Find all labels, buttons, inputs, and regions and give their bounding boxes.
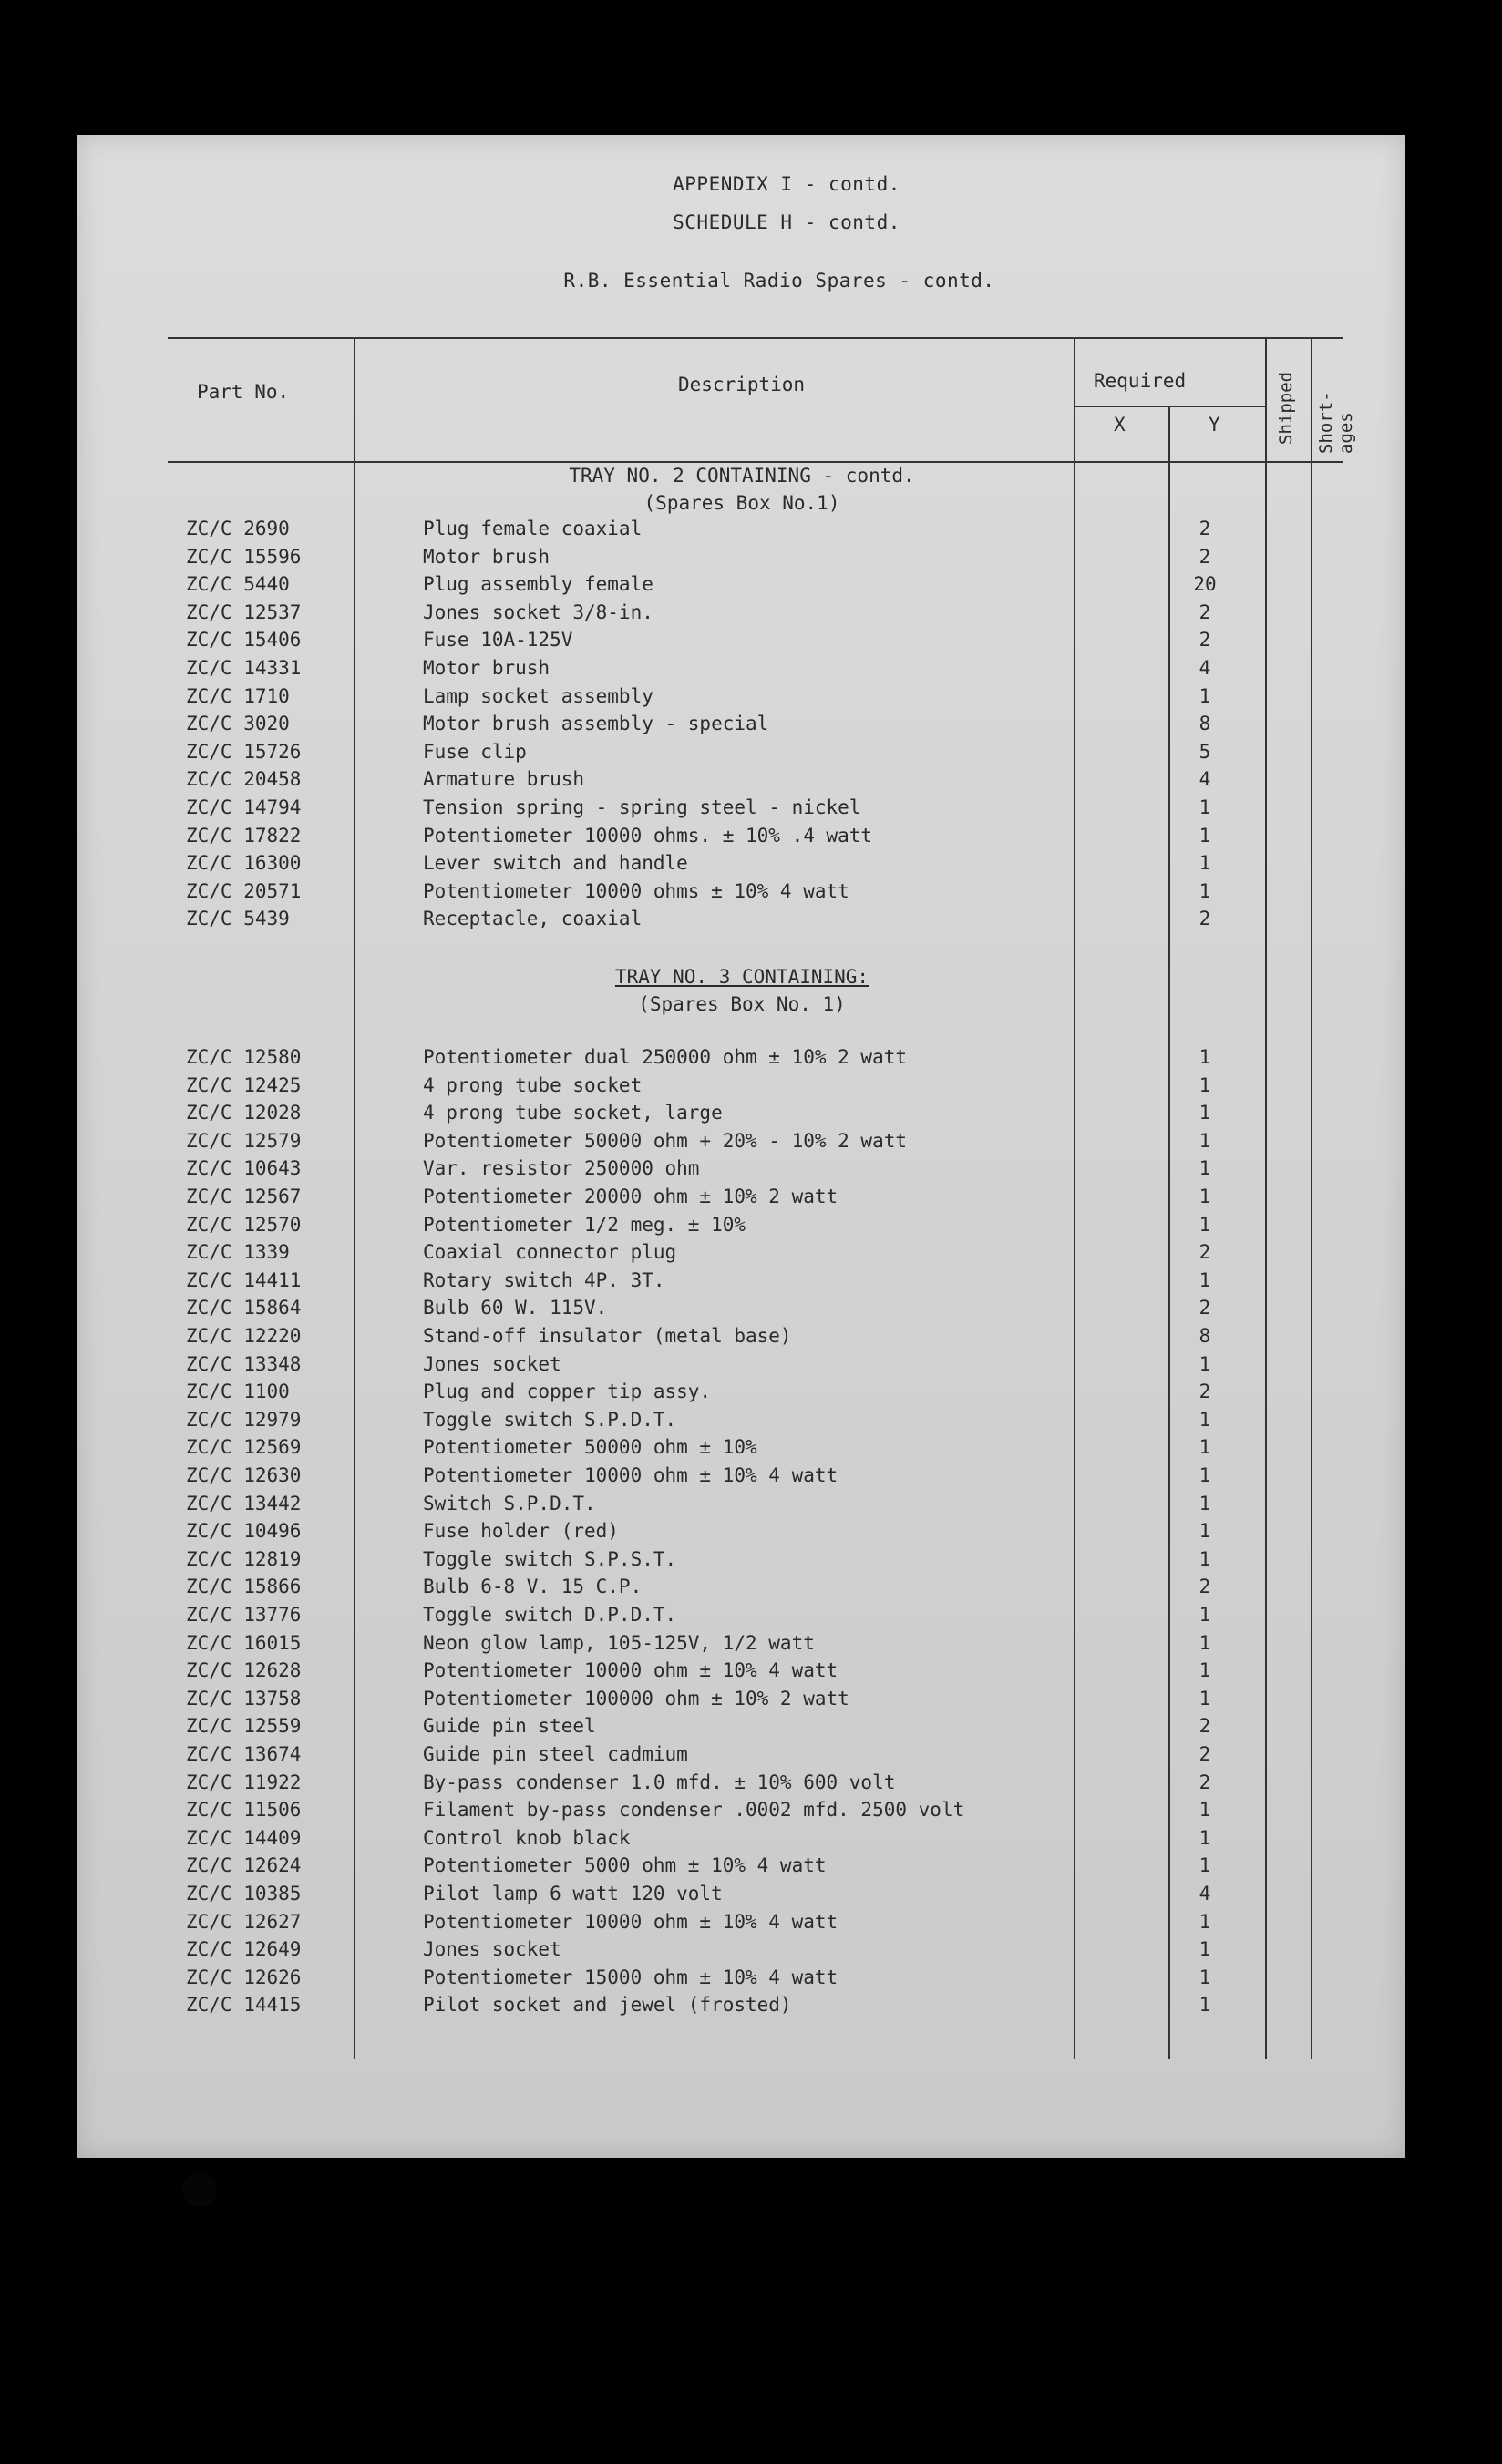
required-y-qty: 1 [1199,1408,1211,1431]
required-y-qty: 5 [1199,740,1211,763]
table-row [77,657,1353,683]
required-y-qty: 2 [1199,1743,1211,1765]
table-row [77,1743,1353,1769]
part-number: ZC/C 11506 [186,1799,302,1822]
part-description: Filament by-pass condenser .0002 mfd. 2500 volt [423,1799,965,1822]
part-number: ZC/C 14409 [186,1826,302,1849]
part-description: Motor brush assembly - special [423,713,769,735]
required-y-qty: 2 [1199,1297,1211,1319]
part-number: ZC/C 15866 [186,1576,302,1598]
part-number: ZC/C 1710 [186,684,290,707]
col-header-description: Description [678,374,806,395]
required-y-qty: 1 [1199,1966,1211,1988]
table-row [77,546,1353,571]
required-y-qty: 1 [1199,684,1211,707]
table-header-rule [168,461,1343,463]
required-y-qty: 1 [1199,1268,1211,1291]
required-y-qty: 1 [1199,1492,1211,1514]
table-row [77,1381,1353,1406]
part-description: Coaxial connector plug [423,1241,677,1264]
required-y-qty: 1 [1199,1799,1211,1822]
required-y-qty: 2 [1199,1381,1211,1403]
part-number: ZC/C 15864 [186,1297,302,1319]
required-y-qty: 2 [1199,1576,1211,1598]
part-number: ZC/C 13348 [186,1352,302,1375]
part-number: ZC/C 15596 [186,545,302,568]
part-description: Potentiometer 10000 ohm ± 10% 4 watt [423,1464,838,1486]
part-number: ZC/C 10643 [186,1157,302,1180]
col-header-x: X [1114,414,1126,436]
part-description: Switch S.P.D.T. [423,1492,596,1514]
required-y-qty: 2 [1199,1715,1211,1738]
table-row [77,1074,1353,1100]
part-description: Fuse holder (red) [423,1520,619,1543]
required-y-qty: 4 [1199,657,1211,679]
part-number: ZC/C 5439 [186,908,290,930]
table-row [77,685,1353,711]
table-row [77,1436,1353,1462]
table-row [77,1659,1353,1685]
part-description: Toggle switch S.P.D.T. [423,1408,677,1431]
part-description: Potentiometer 5000 ohm ± 10% 4 watt [423,1854,827,1877]
table-row [77,713,1353,738]
part-number: ZC/C 10385 [186,1883,302,1904]
part-number: ZC/C 14415 [186,1994,302,2017]
table-top-rule [168,337,1343,339]
required-y-qty: 1 [1199,796,1211,818]
required-y-qty: 1 [1199,1436,1211,1459]
part-number: ZC/C 12567 [186,1186,302,1207]
required-y-qty: 1 [1199,1157,1211,1180]
part-number: ZC/C 12819 [186,1547,302,1570]
table-row [77,1046,1353,1072]
table-row [77,1576,1353,1601]
part-number: ZC/C 13674 [186,1743,302,1765]
part-number: ZC/C 15726 [186,740,302,763]
required-y-qty: 1 [1199,1520,1211,1543]
table-row [77,1186,1353,1211]
required-y-qty: 2 [1199,629,1211,652]
part-description: Plug female coaxial [423,518,643,539]
part-number: ZC/C 12570 [186,1213,302,1236]
part-number: ZC/C 3020 [186,713,290,735]
required-y-qty: 8 [1199,713,1211,735]
table-row [77,852,1353,878]
table-row [77,1464,1353,1490]
table-row [77,1325,1353,1350]
required-y-qty: 1 [1199,1046,1211,1068]
part-description: Jones socket [423,1352,561,1375]
table-row [77,908,1353,933]
part-number: ZC/C 12028 [186,1102,302,1124]
col-header-part-no: Part No. [197,381,290,403]
table-row [77,1297,1353,1322]
part-description: Neon glow lamp, 105-125V, 1/2 watt [423,1631,815,1654]
tray3-heading: TRAY NO. 3 CONTAINING: [614,966,869,988]
part-number: ZC/C 12559 [186,1715,302,1738]
required-y-qty: 1 [1199,1938,1211,1961]
part-description: Potentiometer 100000 ohm ± 10% 2 watt [423,1687,849,1709]
schedule-heading: SCHEDULE H - contd. [673,211,900,233]
table-row [77,629,1353,654]
table-row [77,1883,1353,1908]
part-number: ZC/C 5440 [186,573,290,596]
part-description: Bulb 60 W. 115V. [423,1297,608,1319]
part-description: 4 prong tube socket [423,1073,643,1096]
required-y-qty: 1 [1199,1352,1211,1375]
part-number: ZC/C 1100 [186,1381,290,1403]
part-description: Potentiometer 10000 ohm ± 10% 4 watt [423,1659,838,1682]
part-number: ZC/C 12624 [186,1854,302,1877]
part-description: Potentiometer dual 250000 ohm ± 10% 2 watt [423,1046,908,1068]
part-description: Lever switch and handle [423,852,688,875]
table-row [77,1994,1353,2019]
appendix-heading: APPENDIX I - contd. [673,173,900,195]
part-description: 4 prong tube socket, large [423,1102,723,1124]
required-y-qty: 2 [1199,518,1211,539]
part-description: Armature brush [423,768,585,791]
part-number: ZC/C 13758 [186,1687,302,1709]
table-row [77,1854,1353,1880]
part-description: Potentiometer 10000 ohm ± 10% 4 watt [423,1910,838,1933]
table-row [77,1604,1353,1629]
part-number: ZC/C 12425 [186,1073,302,1096]
part-description: Potentiometer 15000 ohm ± 10% 4 watt [423,1966,838,1988]
part-number: ZC/C 20458 [186,768,302,791]
table-row [77,1353,1353,1379]
part-number: ZC/C 16015 [186,1631,302,1654]
part-description: Tension spring - spring steel - nickel [423,796,861,818]
col-header-required: Required [1094,370,1187,392]
required-y-qty: 1 [1199,852,1211,875]
required-y-qty: 1 [1199,1994,1211,2017]
table-row [77,880,1353,906]
part-number: ZC/C 12979 [186,1408,302,1431]
part-description: Lamp socket assembly [423,684,653,707]
required-y-qty: 4 [1199,1883,1211,1904]
document-title: R.B. Essential Radio Spares - contd. [563,270,995,292]
part-description: Stand-off insulator (metal base) [423,1325,792,1347]
part-description: Plug assembly female [423,573,653,596]
part-number: ZC/C 1339 [186,1241,290,1264]
part-number: ZC/C 12630 [186,1464,302,1486]
part-description: Toggle switch D.P.D.T. [423,1604,677,1626]
table-row [77,573,1353,599]
table-row [77,1548,1353,1574]
required-y-qty: 4 [1199,768,1211,791]
table-row [77,601,1353,627]
part-description: Jones socket 3/8-in. [423,601,653,623]
tray2-heading: TRAY NO. 2 CONTAINING - contd. [569,465,915,487]
table-row [77,1715,1353,1740]
required-y-qty: 1 [1199,1659,1211,1682]
table-row [77,1966,1353,1992]
table-row [77,1130,1353,1155]
part-number: ZC/C 15406 [186,629,302,652]
part-number: ZC/C 12579 [186,1129,302,1152]
part-description: Var. resistor 250000 ohm [423,1157,700,1180]
part-description: Potentiometer 10000 ohms ± 10% 4 watt [423,879,849,902]
table-row [77,1688,1353,1713]
part-description: By-pass condenser 1.0 mfd. ± 10% 600 volt [423,1771,896,1793]
part-number: ZC/C 12569 [186,1436,302,1459]
part-number: ZC/C 12649 [186,1938,302,1961]
part-description: Fuse 10A-125V [423,629,573,652]
part-description: Rotary switch 4P. 3T. [423,1268,665,1291]
required-y-qty: 1 [1199,824,1211,847]
required-y-qty: 1 [1199,879,1211,902]
required-y-qty: 2 [1199,1241,1211,1264]
required-y-qty: 1 [1199,1102,1211,1124]
part-description: Guide pin steel [423,1715,596,1738]
part-number: ZC/C 16300 [186,852,302,875]
part-description: Potentiometer 10000 ohms. ± 10% .4 watt [423,824,873,847]
part-description: Potentiometer 20000 ohm ± 10% 2 watt [423,1186,838,1207]
required-y-qty: 1 [1199,1687,1211,1709]
table-row [77,1493,1353,1518]
table-row [77,1520,1353,1545]
required-y-qty: 2 [1199,908,1211,930]
required-y-qty: 8 [1199,1325,1211,1347]
part-description: Motor brush [423,657,550,679]
part-description: Receptacle, coaxial [423,908,643,930]
part-number: ZC/C 14794 [186,796,302,818]
table-row [77,1409,1353,1434]
required-y-qty: 1 [1199,1186,1211,1207]
document-page [77,135,1405,2158]
tray2-subheading: (Spares Box No.1) [643,492,840,514]
part-number: ZC/C 10496 [186,1520,302,1543]
part-number: ZC/C 14411 [186,1268,302,1291]
part-number: ZC/C 12627 [186,1910,302,1933]
required-y-qty: 2 [1199,545,1211,568]
required-y-qty: 20 [1193,573,1217,596]
part-number: ZC/C 12220 [186,1325,302,1347]
table-row [77,1827,1353,1853]
required-y-qty: 1 [1199,1826,1211,1849]
part-description: Fuse clip [423,740,527,763]
required-y-qty: 1 [1199,1631,1211,1654]
table-row [77,1214,1353,1239]
required-y-qty: 1 [1199,1854,1211,1877]
table-row [77,1157,1353,1183]
punch-hole [182,2172,217,2207]
required-y-qty: 1 [1199,1464,1211,1486]
part-description: Potentiometer 50000 ohm + 20% - 10% 2 watt [423,1129,908,1152]
part-number: ZC/C 12537 [186,601,302,623]
table-row [77,1269,1353,1295]
required-y-qty: 1 [1199,1604,1211,1626]
required-y-qty: 1 [1199,1547,1211,1570]
part-number: ZC/C 12626 [186,1966,302,1988]
col-header-shipped: Shipped [1276,371,1296,445]
required-y-qty: 1 [1199,1073,1211,1096]
table-row [77,1632,1353,1658]
part-description: Pilot lamp 6 watt 120 volt [423,1883,723,1904]
part-number: ZC/C 17822 [186,824,302,847]
part-description: Plug and copper tip assy. [423,1381,712,1403]
part-description: Control knob black [423,1826,631,1849]
required-y-qty: 2 [1199,601,1211,623]
part-number: ZC/C 11922 [186,1771,302,1793]
part-number: ZC/C 12580 [186,1046,302,1068]
col-header-shortages: Short- ages [1316,391,1356,454]
table-row [77,796,1353,822]
part-description: Bulb 6-8 V. 15 C.P. [423,1576,643,1598]
table-row [77,741,1353,766]
table-row [77,768,1353,794]
part-number: ZC/C 12628 [186,1659,302,1682]
part-description: Jones socket [423,1938,561,1961]
required-y-qty: 1 [1199,1910,1211,1933]
part-description: Potentiometer 50000 ohm ± 10% [423,1436,757,1459]
part-description: Potentiometer 1/2 meg. ± 10% [423,1213,746,1236]
table-row [77,1771,1353,1797]
table-row [77,825,1353,850]
required-y-qty: 1 [1199,1129,1211,1152]
tray3-subheading: (Spares Box No. 1) [638,993,846,1015]
part-number: ZC/C 20571 [186,879,302,902]
table-row [77,1938,1353,1964]
required-y-qty: 1 [1199,1213,1211,1236]
col-header-y: Y [1209,414,1220,436]
part-description: Motor brush [423,545,550,568]
table-row [77,1241,1353,1267]
table-row [77,1911,1353,1936]
part-number: ZC/C 13442 [186,1492,302,1514]
table-row [77,1102,1353,1127]
part-description: Toggle switch S.P.S.T. [423,1547,677,1570]
part-description: Guide pin steel cadmium [423,1743,688,1765]
part-number: ZC/C 14331 [186,657,302,679]
part-number: ZC/C 2690 [186,518,290,539]
required-y-qty: 2 [1199,1771,1211,1793]
part-number: ZC/C 13776 [186,1604,302,1626]
table-row [77,518,1353,543]
part-description: Pilot socket and jewel (frosted) [423,1994,792,2017]
table-row [77,1799,1353,1824]
